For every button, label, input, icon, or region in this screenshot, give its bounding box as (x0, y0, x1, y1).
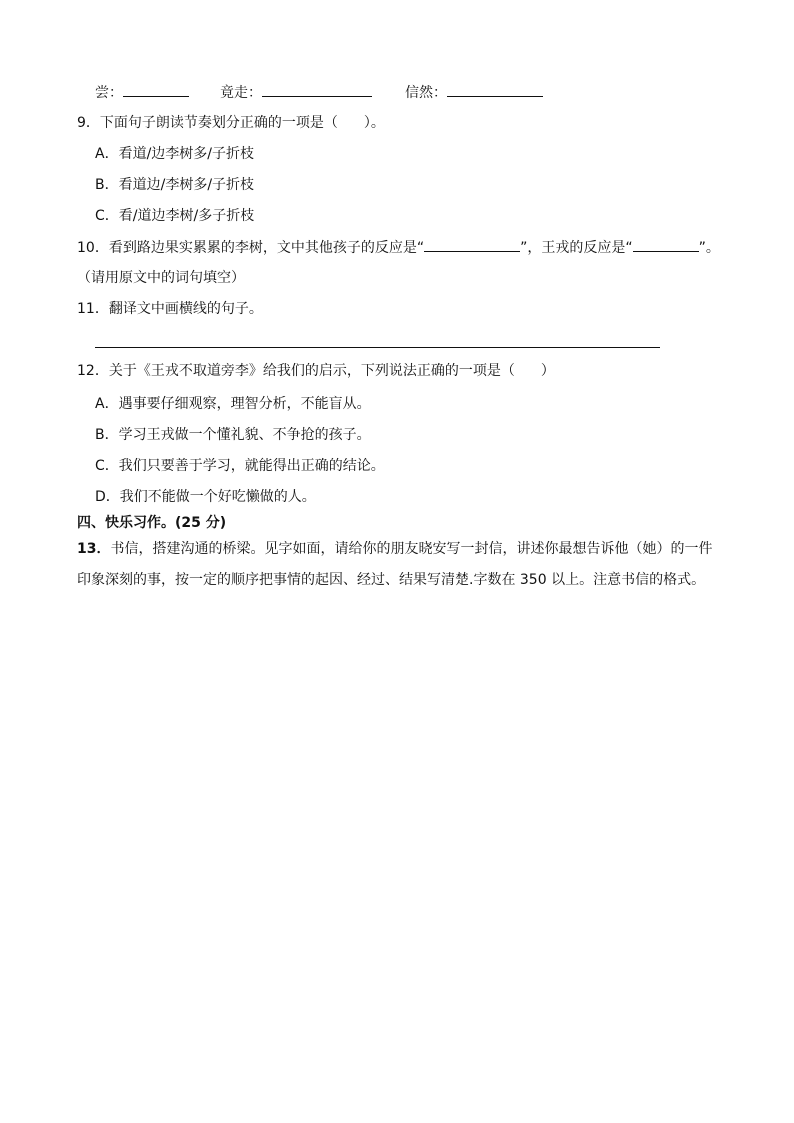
q12-stem-text: 12．关于《王戎不取道旁李》给我们的启示，下列说法正确的一项是（ (77, 363, 515, 379)
vocab-item-1-blank[interactable] (123, 82, 189, 97)
q12-stem (77, 361, 555, 381)
vocab-item-1-label: 尝： (95, 85, 123, 101)
q9-stem (77, 113, 385, 133)
q10-stem-part3: ”。 (698, 240, 720, 256)
q10-stem (77, 237, 720, 257)
q9-option-c: C．看/道边李树/多子折枝 (95, 208, 255, 224)
q13-text-1: 书信，搭建沟通的桥梁。见字如面，请给你的朋友晓安写一封信，讲述你最想告诉他（她）的一件 (110, 541, 713, 557)
q9-option-a: A．看道/边李树多/子折枝 (95, 146, 255, 162)
q12-option-a: A．遇事要仔细观察，理智分析，不能盲从。 (95, 396, 371, 412)
q13-number: 13． (77, 541, 111, 557)
vocab-item-2 (220, 82, 372, 102)
vocab-item-3-label: 信然： (405, 85, 447, 101)
q9-stem-end: ）。 (363, 115, 385, 131)
section4-heading: 四、快乐习作。(25 分) (77, 515, 227, 531)
q10-blank-1[interactable] (424, 237, 520, 252)
q10-note: （请用原文中的词句填空） (77, 270, 245, 286)
vocab-item-2-label: 竟走： (220, 85, 262, 101)
q10-stem-part1: 10．看到路边果实累累的李树，文中其他孩子的反应是“ (77, 240, 425, 256)
q12-option-b: B．学习王戎做一个懂礼貌、不争抢的孩子。 (95, 427, 371, 443)
q11-stem: 11．翻译文中画横线的句子。 (77, 301, 263, 317)
vocab-item-3 (405, 82, 543, 102)
vocab-item-1 (95, 82, 189, 102)
vocab-item-2-blank[interactable] (262, 82, 372, 97)
q10-blank-2[interactable] (633, 237, 699, 252)
q10-stem-part2: ”，王戎的反应是“ (520, 240, 633, 256)
q13-line-2: 印象深刻的事，按一定的顺序把事情的起因、经过、结果写清楚.字数在 350 以上。注意书信的格式。 (77, 572, 706, 588)
vocab-item-3-blank[interactable] (447, 82, 543, 97)
q12-option-c: C．我们只要善于学习，就能得出正确的结论。 (95, 458, 385, 474)
q9-stem-text: 9．下面句子朗读节奏划分正确的一项是（ (77, 115, 338, 131)
q11-answer-line[interactable] (95, 347, 660, 348)
q12-option-d: D．我们不能做一个好吃懒做的人。 (95, 489, 316, 505)
q12-stem-end: ） (540, 363, 555, 379)
q13-line-1 (77, 539, 712, 559)
q9-option-b: B．看道边/李树多/子折枝 (95, 177, 255, 193)
